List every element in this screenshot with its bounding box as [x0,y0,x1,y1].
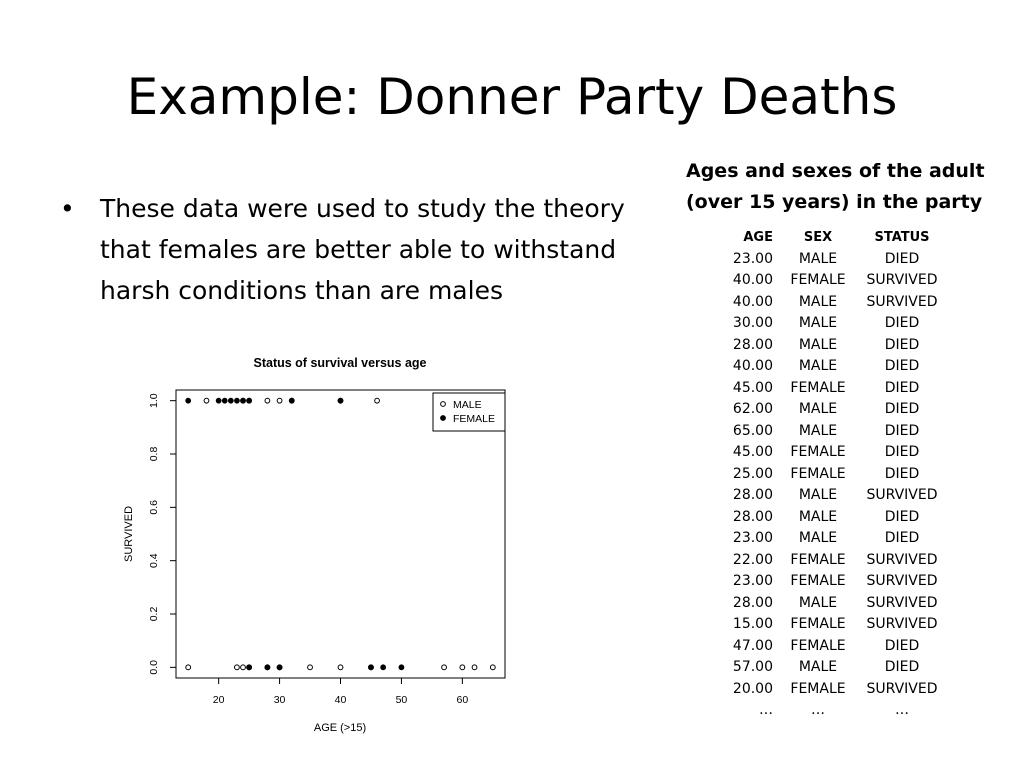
y-tick-label: 0.4 [148,553,160,568]
cell-status: DIED [884,358,920,374]
table-body [721,249,941,722]
cell-status: SURVIVED [866,680,938,697]
x-axis-label: AGE (>15) [313,722,367,734]
male-point [265,398,270,403]
female-point [289,398,294,403]
cell-status: DIED [884,530,920,546]
cell-age: 30.00 [732,315,773,331]
cell-status: SURVIVED [866,272,938,288]
bullet-marker: • [60,194,75,223]
cell-status: DIED [884,465,920,482]
table-row [721,356,941,378]
cell-sex: FEMALE [790,637,846,654]
cell-status: DIED [884,508,920,525]
cell-age: 45.00 [732,379,773,396]
cell-sex: MALE [798,250,838,267]
cell-age: 25.00 [732,465,773,482]
header-age: AGE [743,230,773,245]
table-row [721,464,941,486]
cell-sex: MALE [798,487,838,503]
header-status: STATUS [874,230,930,245]
table-header-row [721,227,941,249]
cell-sex: MALE [798,508,838,525]
chart-title: Status of survival versus age [253,356,427,370]
y-tick-label: 1.0 [148,393,160,408]
cell-age: 23.00 [732,250,773,267]
male-point [460,665,465,670]
cell-sex: FEMALE [790,272,846,288]
legend-male-label: MALE [453,399,482,411]
cell-status: DIED [884,336,920,353]
cell-age: 65.00 [732,422,773,439]
cell-age: … [759,702,773,718]
cell-status: SURVIVED [866,487,938,503]
cell-age: 22.00 [732,551,773,568]
female-point [186,398,191,403]
female-point [241,398,246,403]
cell-age: 28.00 [732,508,773,525]
male-point [490,665,495,670]
axes [148,393,468,706]
table-row [721,507,941,529]
cell-age: 15.00 [732,616,773,632]
cell-age: 28.00 [732,487,773,503]
cell-sex: MALE [798,422,838,439]
cell-sex: MALE [798,358,838,374]
cell-sex: FEMALE [790,379,846,396]
cell-status: SURVIVED [866,551,938,568]
female-point [277,665,282,670]
cell-status: DIED [884,315,920,331]
cell-age: 40.00 [732,293,773,310]
cell-age: 20.00 [732,680,773,697]
y-tick-label: 0.0 [148,660,160,675]
cell-sex: FEMALE [790,465,846,482]
cell-status: DIED [884,401,920,417]
female-point [235,398,240,403]
cell-sex: FEMALE [790,551,846,568]
table-row [721,313,941,335]
table-row [721,571,941,593]
male-point [277,398,282,403]
male-point [308,665,313,670]
cell-sex: FEMALE [790,680,846,697]
table-row [721,378,941,400]
male-point [472,665,477,670]
cell-sex: … [811,702,825,718]
male-point [442,665,447,670]
table-row [721,249,941,271]
female-point [222,398,227,403]
female-point [399,665,404,670]
table-row [721,614,941,636]
female-point [338,398,343,403]
legend-female-marker [441,416,446,421]
cell-sex: FEMALE [790,573,846,589]
cell-status: SURVIVED [866,293,938,310]
cell-age: 40.00 [732,358,773,374]
cell-sex: MALE [798,293,838,310]
female-point [216,398,221,403]
header-sex: SEX [803,230,833,245]
male-point [375,398,380,403]
cell-status: DIED [884,637,920,654]
cell-status: DIED [884,250,920,267]
cell-sex: MALE [798,594,838,611]
male-point [241,665,246,670]
x-tick-label: 20 [212,694,225,706]
female-point [381,665,386,670]
cell-sex: MALE [798,336,838,353]
cell-sex: MALE [798,530,838,546]
table-row [721,270,941,292]
table-row [721,679,941,701]
table-row [721,700,941,722]
y-tick-label: 0.8 [148,446,160,462]
slide-title: Example: Donner Party Deaths [126,68,898,126]
x-tick-label: 30 [273,694,286,706]
y-tick-label: 0.6 [148,500,160,515]
table-row [721,292,941,314]
cell-age: 23.00 [732,573,773,589]
table-row [721,485,941,507]
table-row [721,636,941,658]
cell-sex: MALE [798,315,838,331]
data-points [186,398,495,669]
cell-sex: MALE [798,401,838,417]
cell-status: DIED [884,379,920,396]
table-row [721,657,941,679]
male-point [235,665,240,670]
scatter-chart [110,348,520,743]
cell-status: SURVIVED [866,616,938,632]
cell-age: 47.00 [732,637,773,654]
cell-sex: FEMALE [790,616,846,632]
female-point [247,398,252,403]
x-tick-label: 40 [334,694,347,706]
cell-status: DIED [884,422,920,439]
cell-age: 62.00 [732,401,773,417]
female-point [228,398,233,403]
y-tick-label: 0.2 [148,606,160,622]
table-row [721,442,941,464]
legend-female-label: FEMALE [453,413,496,425]
x-tick-label: 50 [395,694,408,706]
table-row [721,593,941,615]
data-table [721,227,941,722]
male-point [204,398,209,403]
cell-age: 23.00 [732,530,773,546]
table-row [721,399,941,421]
cell-sex: MALE [798,659,838,675]
cell-age: 40.00 [732,272,773,288]
female-point [265,665,270,670]
plot-area-frame [176,390,505,678]
cell-status: SURVIVED [866,573,938,589]
cell-age: 28.00 [732,594,773,611]
male-point [338,665,343,670]
male-point [186,665,191,670]
cell-status: DIED [884,444,920,460]
cell-age: 45.00 [732,444,773,460]
cell-sex: FEMALE [790,444,846,460]
y-axis-label: SURVIVED [123,505,135,563]
cell-status: DIED [884,659,920,675]
cell-status: … [895,702,909,718]
legend [433,393,505,431]
female-point [247,665,252,670]
cell-status: SURVIVED [866,594,938,611]
x-tick-label: 60 [456,694,469,706]
table-caption: Ages and sexes of the adult (over 15 years) in the party [686,160,985,213]
female-point [369,665,374,670]
table-row [721,335,941,357]
cell-age: 28.00 [732,336,773,353]
bullet-text: These data were used to study the theory that females are better able to withstand harsh conditions than are males [100,194,625,305]
table-row [721,528,941,550]
table-row [721,550,941,572]
cell-age: 57.00 [732,659,773,675]
table-row [721,421,941,443]
